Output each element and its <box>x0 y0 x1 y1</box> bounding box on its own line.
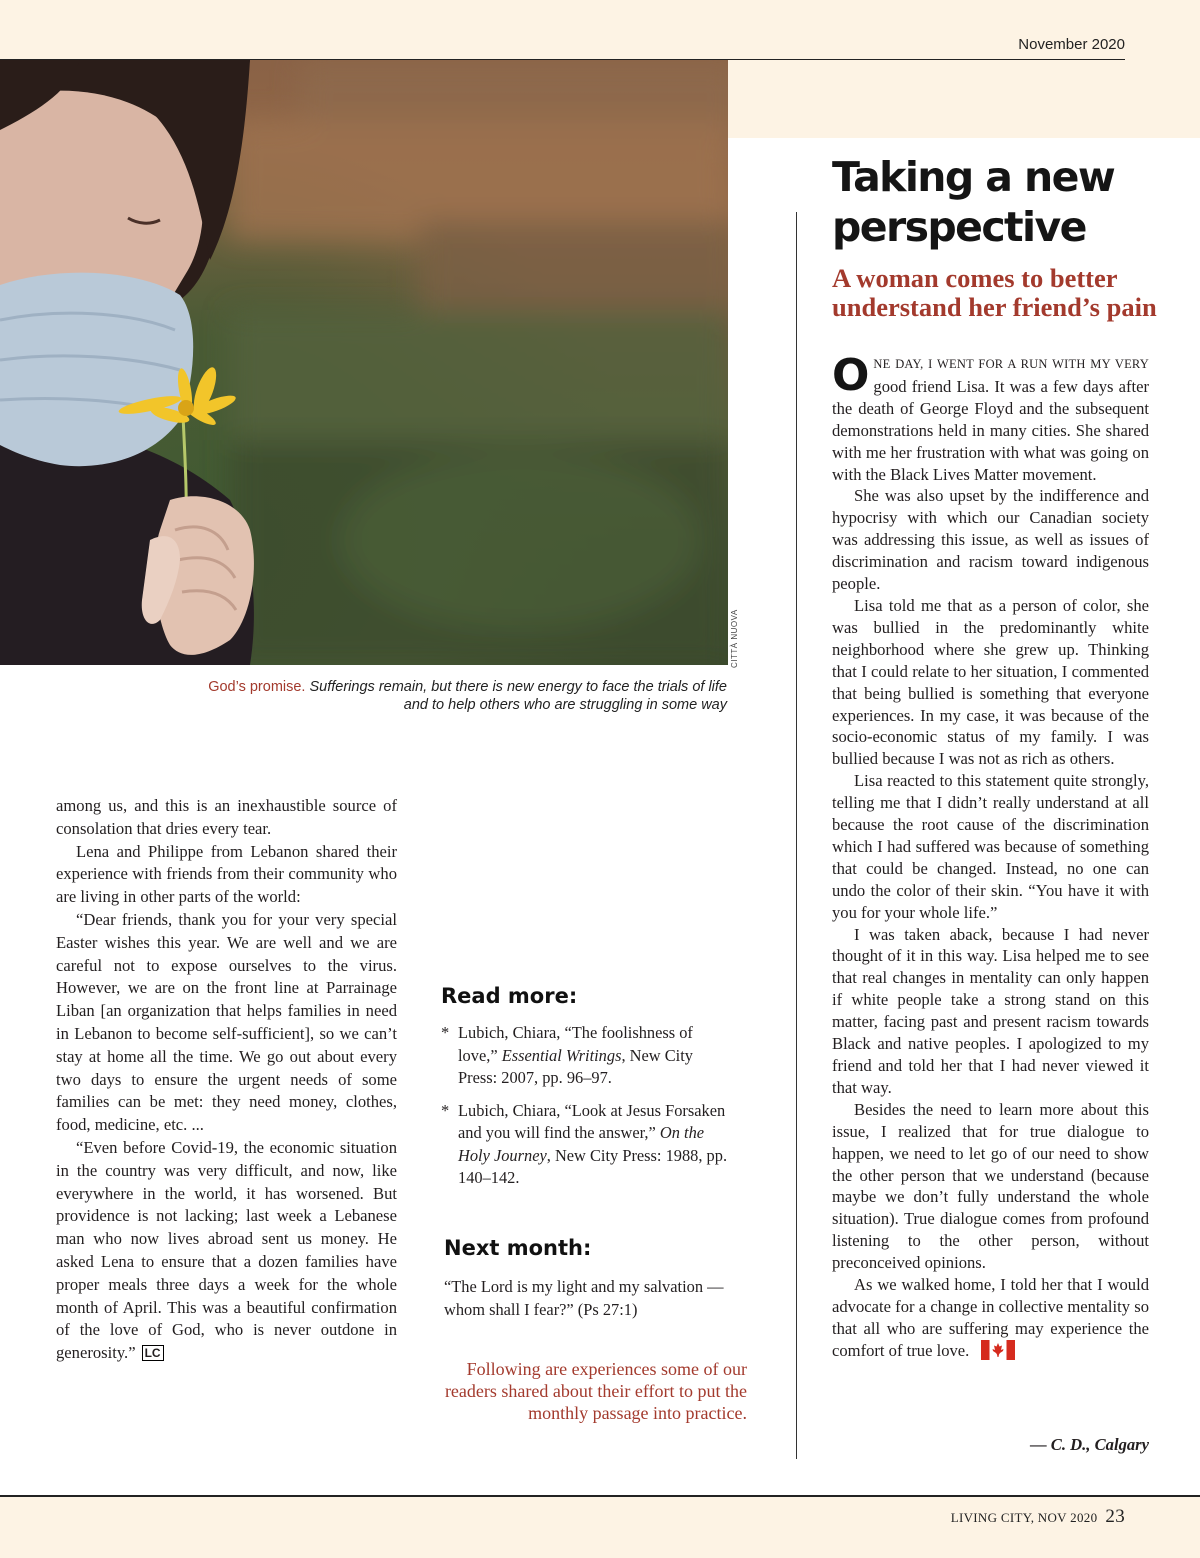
photo-credit: CITTÀ NUOVA <box>730 609 739 668</box>
publication-name: LIVING CITY, NOV 2020 <box>950 1510 1098 1525</box>
read-more-item: * Lubich, Chiara, “The foolishness of love,” Essential Writings, New City Press: 2007, pp. 96–97. <box>441 1023 693 1087</box>
issue-date: November 2020 <box>1018 36 1125 53</box>
asterisk-bullet-icon: * <box>441 1100 450 1120</box>
paragraph: Lisa told me that as a person of color, she was bullied in the predominantly white neighborhood where she grew up. Thinking that I could relate to her situation, I commented that being bullied is something that everyone experiences. In my case, it was because of the socio-economic status of my family. I was bullied because I was not as rich as others. <box>832 595 1149 769</box>
asterisk-bullet-icon: * <box>441 1023 450 1042</box>
author-signature: — C. D., Calgary <box>1030 1435 1149 1454</box>
page-number: 23 <box>1105 1506 1125 1527</box>
continued-column <box>56 795 397 1365</box>
column-divider <box>796 212 797 1459</box>
first-paragraph: ONE DAY, I WENT FOR A RUN WITH MY VERY good friend Lisa. It was a few days after the death of George Floyd and the subsequent demonstrations held in many cities. She shared with me her frustration with what was going on with the Black Lives Matter movement. <box>832 350 1149 484</box>
article-subtitle: A woman comes to better understand her friend’s pain <box>832 263 1157 322</box>
lead-in: NE DAY, I WENT FOR A RUN WITH MY VERY <box>873 357 1149 371</box>
paragraph-text: “Even before Covid-19, the economic situation in the country was very difficult, and now, like everywhere in the world, it has worsened. But providence is not lacking; last week a Lebanese man who now lives abroad sent us money. He asked Lena to ensure that a dozen families have proper meals three days a week for the whole month of April. This was a beautiful confirmation of the love of God, who is never outdone in generosity.” <box>56 1137 397 1363</box>
paragraph-last: As we walked home, I told her that I would advocate for a change in collective mentality so that all who are suffering may experience the comfort of true love. <box>832 1275 1149 1360</box>
paragraph: She was also upset by the indifference and hypocrisy with which our Canadian society was addressing this issue, as well as issues of discrimination and racism toward indigenous people. <box>832 486 1149 594</box>
article-photo <box>0 60 728 665</box>
book-title: On the Holy Journey <box>458 1123 705 1165</box>
following-note: Following are experiences some of our readers shared about their effort to put the monthly passage into practice. <box>444 1359 747 1423</box>
woman-with-flower-illustration <box>0 60 728 665</box>
paragraph: I was taken aback, because I had never thought of it in this way. Lisa helped me to see that real changes in mentality can only happen if white people take a strong stand on this matter, facing past and present racism towards Black and native peoples. I apologized to my friend and told her that I had never viewed it that way. <box>832 924 1149 1097</box>
read-more-list <box>441 1022 731 1200</box>
paragraph: Lena and Philippe from Lebanon shared their experience with friends from their community who are living in other parts of the world: <box>56 841 397 907</box>
caption-lead: God’s promise. <box>208 679 306 695</box>
paragraph: Besides the need to learn more about this issue, I realized that for true dialogue to happen, we need to let go of our need to show the other person that we understand (because maybe we don’t fully understand the whole situation). True dialogue comes from profound listening to the other person, without preconceived opinions. <box>832 1099 1149 1273</box>
paragraph: Lisa reacted to this statement quite strongly, telling me that I didn’t really understand at all because the root cause of the discrimination which I had suffered was because of something that could be changed. Instead, no one can undo the color of their skin. “You have it with you for your whole life.” <box>832 771 1149 922</box>
book-title: Essential Writings <box>501 1045 622 1065</box>
canada-flag-icon <box>981 1340 1015 1360</box>
article-body <box>832 352 1149 1362</box>
next-month-heading: Next month: <box>444 1236 592 1260</box>
article-title: Taking a new perspective <box>832 153 1115 251</box>
caption-body: Sufferings remain, but there is new energy to face the trials of life and to help others who are struggling in some way <box>309 679 727 713</box>
paragraph: among us, and this is an inexhaustible source of consolation that dries every tear. <box>56 796 397 838</box>
page-footer <box>0 1506 1125 1528</box>
next-month-quote: “The Lord is my light and my salvation — whom shall I fear?” (Ps 27:1) <box>444 1277 724 1319</box>
read-more-heading: Read more: <box>441 984 578 1008</box>
living-city-end-mark-icon: LC <box>142 1345 164 1361</box>
paragraph-last <box>56 1137 397 1365</box>
read-more-item: * Lubich, Chiara, “Look at Jesus Forsaken and you will find the answer,” On the Holy Journey, New City Press: 1988, pp. 140–142. <box>441 1100 728 1187</box>
paragraph: “Dear friends, thank you for your very special Easter wishes this year. We are well and we are careful not to expose ourselves to the virus. However, we are on the front line at Parrainage Liban [an organization that helps families in need in Lebanon to become self-sufficient], so we can’t stay at home all the time. We go out about every two days to ensure the urgent needs of some families can be met: they need money, clothes, food, medicine, etc. ... <box>56 909 397 1135</box>
drop-cap: O <box>832 350 870 401</box>
photo-caption <box>200 678 727 714</box>
